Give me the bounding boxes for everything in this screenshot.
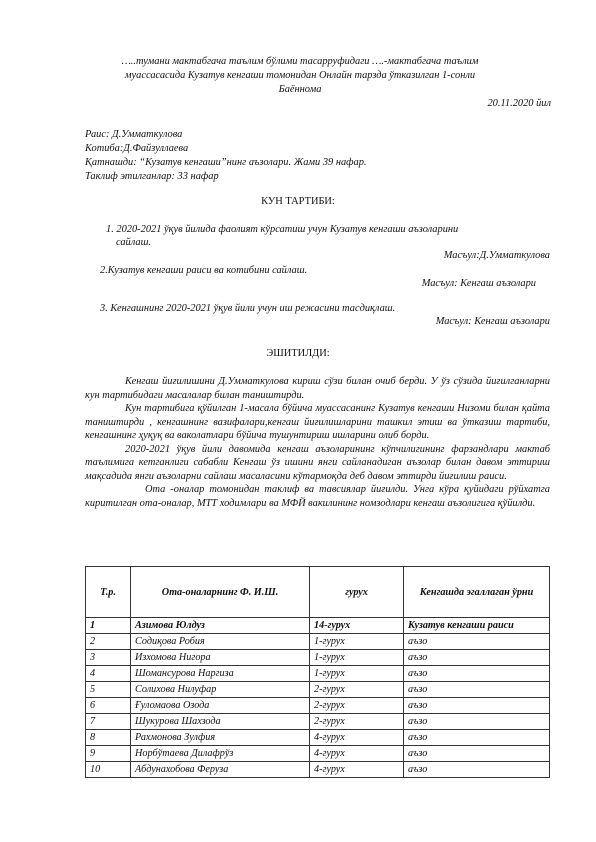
paragraph: 2020-2021 ўқув йили давомида кенгаш аъзоларининг кўпчилигининг фарзандлари мактаб таълимига кетганлиги сабабли Кенгаш ўз ишини янги сайланадиган аъзолар билан давом эттириш мақсадида янги аъзоларни сайлаш масаласини кўтармоқда деб давом эттирди йиғилиш раиси. [85, 443, 550, 482]
agenda-item-responsible: Масъул:Д.Умматкулова [443, 250, 550, 261]
cell-name: Абдунахобова Феруза [131, 762, 310, 778]
agenda-title: КУН ТАРТИБИ: [261, 196, 335, 207]
agenda-item [100, 302, 550, 328]
paragraph: Кенгаш йиғилишини Д.Умматкулова кириш сўзи билан очиб берди. У ўз сўзида йиғилганларни кун тартибидаги масалалар билан таништирди. [85, 376, 550, 401]
agenda-item-responsible: Масъул: Кенгаш аъзолари [421, 278, 536, 289]
cell-group: 4-гурух [310, 762, 404, 778]
column-header: Кенгашда эгаллаган ўрни [404, 567, 550, 618]
cell-name: Ғуломаова Озода [131, 698, 310, 714]
cell-role: аъзо [404, 698, 550, 714]
cell-number: 9 [86, 746, 131, 762]
cell-number: 10 [86, 762, 131, 778]
cell-group: 14-гурух [310, 618, 404, 634]
cell-role: аъзо [404, 714, 550, 730]
cell-number: 7 [86, 714, 131, 730]
heard-title: ЭШИТИЛДИ: [266, 348, 330, 359]
cell-name: Рахмонова Зулфия [131, 730, 310, 746]
cell-role: аъзо [404, 650, 550, 666]
cell-number: 6 [86, 698, 131, 714]
cell-group: 4-гурух [310, 730, 404, 746]
cell-role: аъзо [404, 666, 550, 682]
table-row [86, 634, 550, 650]
paragraph: Ота -оналар томонидан таклиф ва тавсиялар йиғилди. Унга кўра қуйидаги рўйхатга киритилган ота-оналар, МТТ ходимлари ва МФЙ вакилининг номзодлари кенгаш аъзолигига қўйилди. [85, 484, 550, 509]
cell-group: 1-гурух [310, 666, 404, 682]
cell-group: 2-гурух [310, 698, 404, 714]
cell-number: 1 [86, 618, 131, 634]
cell-name: Содиқова Робия [131, 634, 310, 650]
minutes-body [85, 375, 550, 510]
table-row [86, 762, 550, 778]
agenda-item-text: 1. 2020-2021 ўқув йилида фаолият кўрсатиш учун Кузатув кенгаши аъзоларини [106, 224, 459, 235]
cell-name: Шукурова Шахзода [131, 714, 310, 730]
cell-role: аъзо [404, 762, 550, 778]
header-line-1: …..тумани мактабгача таълим бўлими тасарруфидаги ….-мактабгача таълим [121, 56, 479, 67]
agenda-item-text-cont: сайлаш. [116, 237, 152, 248]
cell-role: аъзо [404, 682, 550, 698]
document-header [85, 55, 515, 97]
chair-line: Раис: Д.Умматкулова [85, 129, 183, 140]
cell-group: 2-гурух [310, 682, 404, 698]
table-row [86, 746, 550, 762]
column-header: Ота-оналарнинг Ф. И.Ш. [131, 567, 310, 618]
cell-group: 1-гурух [310, 650, 404, 666]
table-row [86, 650, 550, 666]
members-table [85, 566, 550, 778]
cell-name: Норбўтаева Дилафрўз [131, 746, 310, 762]
header-line-3: Баённома [278, 84, 322, 95]
cell-role: аъзо [404, 634, 550, 650]
cell-role: Кузатув кенгаши раиси [404, 618, 550, 634]
document-date: 20.11.2020 йил [487, 98, 551, 109]
cell-number: 8 [86, 730, 131, 746]
agenda-item [100, 223, 550, 262]
paragraph: Кун тартибига қўйилган 1-масала бўйича муассасанинг Кузатув кенгаши Низоми билан қайта таништирди , кенгашнинг вазифалари,кенгаш йиғилишларини ташкил этиш ва ўтказиш тартиби, кенгашнинг ҳуқуқ ва ваколатлари бўйича тушунтириш ишларини олиб борди. [85, 403, 550, 441]
cell-name: Солихова Нилуфар [131, 682, 310, 698]
column-header: гурух [310, 567, 404, 618]
table-row [86, 730, 550, 746]
cell-number: 3 [86, 650, 131, 666]
cell-name: Изхомова Нигора [131, 650, 310, 666]
table-row [86, 666, 550, 682]
cell-group: 1-гурух [310, 634, 404, 650]
column-header: Т.р. [86, 567, 131, 618]
table-header-row [86, 567, 550, 618]
table-row [86, 618, 550, 634]
cell-number: 4 [86, 666, 131, 682]
invited-line: Таклиф этилганлар: 33 нафар [85, 171, 219, 182]
agenda-item [100, 264, 550, 290]
cell-role: аъзо [404, 746, 550, 762]
participants-line: Қатнашди: “Кузатув кенгаши”нинг аъзолари. Жами 39 нафар. [85, 157, 367, 168]
agenda-item-text: 2.Кузатув кенгаши раиси ва котибини сайлаш. [100, 265, 308, 276]
cell-group: 4-гурух [310, 746, 404, 762]
header-line-2: муассасасида Кузатув кенгаши томонидан Онлайн тарзда ўтказилган 1-сонли [124, 70, 476, 81]
meeting-meta [85, 128, 367, 184]
cell-name: Шомансурова Наргиза [131, 666, 310, 682]
secretary-line: Котиба:Д.Файзуллаева [85, 143, 189, 154]
cell-group: 2-гурух [310, 714, 404, 730]
table-row [86, 698, 550, 714]
table-row [86, 682, 550, 698]
cell-role: аъзо [404, 730, 550, 746]
table-row [86, 714, 550, 730]
agenda-item-text: 3. Кенгашнинг 2020-2021 ўқув йили учун иш режасини тасдиқлаш. [100, 303, 396, 314]
agenda-item-responsible: Масъул: Кенгаш аъзолари [435, 316, 550, 327]
cell-number: 2 [86, 634, 131, 650]
cell-name: Азимова Юлдуз [131, 618, 310, 634]
cell-number: 5 [86, 682, 131, 698]
agenda-list [100, 223, 550, 328]
